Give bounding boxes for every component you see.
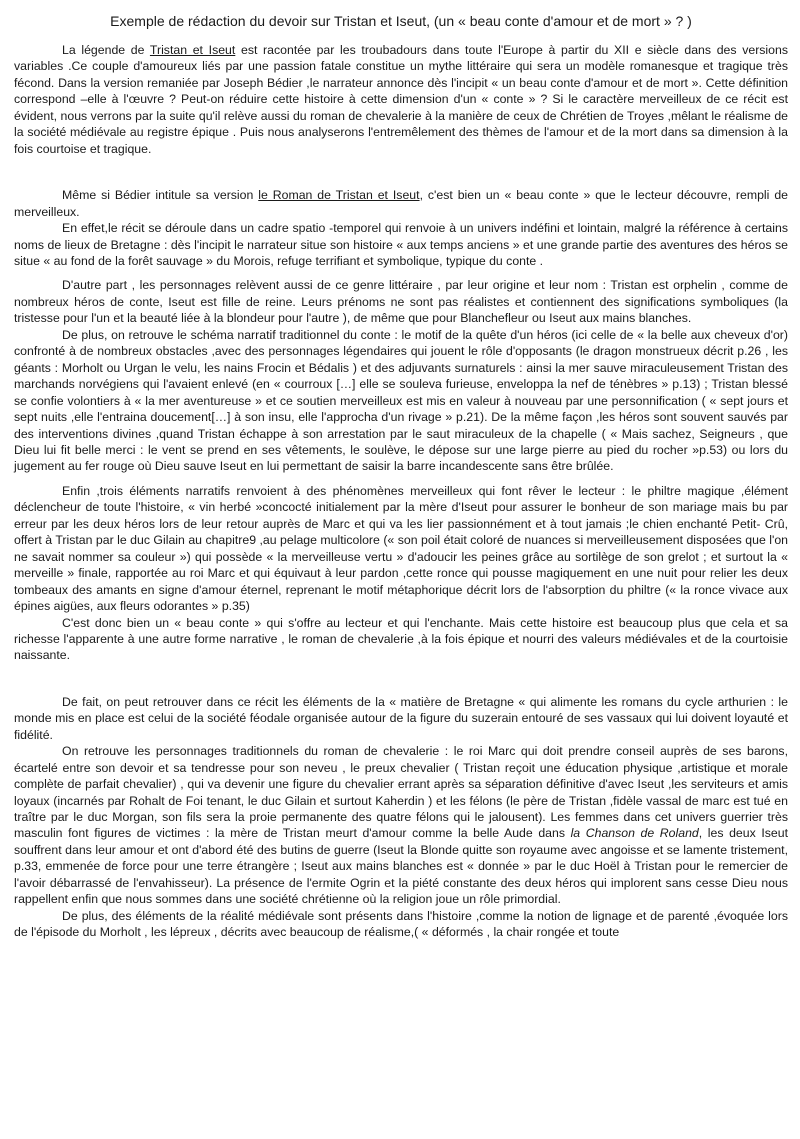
text-segment: On retrouve les personnages traditionnels du roman de chevalerie : le roi Marc qui doit prendre conseil auprès de ses barons, écartelé entre son devoir et sa tendresse pour son neveu , le preux chevalier ( Tristan reçoit une éducation physique ,artistique et morale complète de parfait chevalier) , qui va devenir une figure du chevalier errant après sa séparation définitive d'avec Iseut ,les serviteurs et amis loyaux (incarnés par Rohalt de Foi tenant, le duc Gilain et surtout Kaherdin ) et les félons (le père de Tristan ,fidèle vassal de marc est tué en traître par le duc Morgan, son fils sera la proie permanente des quatre félons qui le jalousent). Les femmes dans cet univers guerrier très masculin font figures de victimes : la mère de Tristan meurt d'amour comme la belle Aude dans [14,744,788,841]
paragraph-merveilleux [14,483,788,615]
text-segment: La légende de [62,43,150,57]
underlined-title: le Roman de Tristan et Iseut [258,188,420,203]
paragraph-cadre [14,220,788,269]
paragraph-matiere-bretagne [14,694,788,743]
paragraph-intro [14,42,788,157]
section-gap [14,157,788,187]
underlined-title: Tristan et Iseut [149,43,236,57]
paragraph-roman-chevalerie [14,743,788,908]
paragraph-personnages [14,277,788,326]
text-segment: C'est donc bien un « beau conte » qui s'offre au lecteur et qui l'enchante. Mais cette histoire est beaucoup plus que cela et sa richesse l'apparente à une autre forme narrative , le roman de chevalerie ,à la fois épique et nourri des valeurs médiévales et de la courtoisie naissante. [14,615,788,663]
text-segment: , les deux Iseut souffrent dans leur amour et ont d'abord été des butins de guerre (Iseut la Blonde quitte son royaume avec angoisse et se lamente tristement, p.33, emmenée de force pour une terre étrangère ; Iseut aux mains blanches est « donnée » par le duc Hoël à Tristan pour le remercier de l'avoir débarrassé de l'envahisseur). La présence de l'ermite Ogrin et la piété constante des deux héros qui implorent sans cesse Dieu nous rappellent enfin que nous sommes dans une société chrétienne où la religion joue un rôle primordial. [14,826,788,907]
text-segment: De plus, des éléments de la réalité médiévale sont présents dans l'histoire ,comme la notion de lignage et de parenté ,évoquée lors de l'épisode du Morholt , les lépreux , décrits avec beaucoup de réalisme,( « déformés , la chair rongée et toute [14,908,788,940]
text-segment: , c'est bien un « beau conte » que le lecteur découvre, rempli de merveilleux. [14,188,788,219]
text-segment: est racontée par les troubadours dans toute l'Europe à partir du XII e siècle dans des versions variables .Ce couple d'amoureux liés par une passion fatale constitue un mythe littéraire qui sera un modèle romanesque et tragique très fécond. Dans la version remaniée par Joseph Bédier ,le narrateur annonce dès l'incipit « un beau conte d'amour et de mort ». Cette définition correspond –elle à l'œuvre ? Peut-on réduire cette histoire à cette dimension d'un « conte » ? Si le caractère merveilleux de ce récit est évident, nous verrons par la suite qu'il relève aussi du roman de chevalerie à la manière de ceux de Chrétien de Troyes ,mêlant le réalisme de la société médiévale au registre épique . Puis nous analyserons l'entremêlement des thèmes de l'amour et de la mort dans sa dimension à la fois courtoise et tragique. [14,43,788,156]
paragraph-gap [14,269,788,277]
paragraph-schema-narratif [14,327,788,475]
page-title: Exemple de rédaction du devoir sur Tristan et Iseut, (un « beau conte d'amour et de mort » ? ) [110,13,692,29]
italic-title: la Chanson de Roland [570,826,699,841]
paragraph-realite-medievale [14,908,788,941]
text-segment: En effet,le récit se déroule dans un cadre spatio -temporel qui renvoie à un univers indéfini et lointain, malgré la référence à certains noms de lieux de Bretagne : dès l'incipit le narrateur situe son histoire « aux temps anciens » et une grande partie des aventures des héros se situe « au fond de la forêt sauvage » du Morois, refuge terrifiant et symbolique, typique du conte . [14,221,788,268]
text-segment: De plus, on retrouve le schéma narratif traditionnel du conte : le motif de la quête d'un héros (ici celle de « la belle aux cheveux d'or) confronté à de nombreux obstacles ,avec des personnages légendaires qui jouent le rôle d'opposants (le dragon monstrueux décrit p.26 , les géants : Morholt ou Urgan le velu, les nains Frocin et Bédalis ) et des adjuvants surnaturels : ainsi la mer sauve miraculeusement Tristan des marchands norvégiens qui l'avaient enlevé (en « courroux […] elle se souleva furieuse, enveloppa la nef de ténèbres » p.13) ; Tristan blessé se confie volontiers à « la mer aventureuse » et ce soutien merveilleux est mis en valeur à nouveau par une personnification ( « sept jours et sept nuits ,elle l'entraina doucement[…] à son insu, elle l'approcha d'un rivage » p.21). De la même façon ,les héros sont souvent sauvés par des interventions divines ,quand Tristan échappe à son arrestation par le saut miraculeux de la chapelle ( « Mais sachez, Seigneurs , que Dieu lui fit belle merci : le vent se prend en ses vêtements, le soulève, le dépose sur une large pierre au pied du rocher »p.53) ou lors du jugement au fer rouge où Dieu sauve Iseut en lui permettant de saisir la barre incandescente sans être brûlée. [14,327,788,474]
section-gap [14,664,788,694]
paragraph-conte-thesis [14,187,788,220]
paragraph-transition [14,615,788,664]
text-segment: D'autre part , les personnages relèvent aussi de ce genre littéraire , par leur origine et leur nom : Tristan est orphelin , comme de nombreux héros de conte, Iseut est fille de reine. Leurs prénoms ne sont pas réalistes et contiennent des significations symboliques (la tristesse pour l'un et la beauté liée à la blondeur pour l'autre ), de même que pour Blanchefleur ou Iseut aux mains blanches. [14,278,788,326]
text-segment: Même si Bédier intitule sa version [62,188,259,203]
text-segment: Enfin ,trois éléments narratifs renvoient à des phénomènes merveilleux qui font rêver le lecteur : le philtre magique ,élément déclencheur de toute l'histoire, « vin herbé »concocté initialement par la mère d'Iseut pour assurer le bonheur de son mariage mais bu par erreur par les deux héros lors de leur retour auprès de Marc et qui va les lier passionnément et à tout jamais ;le chien enchanté Petit- Crû, offert à Tristan par le duc Gilain au chapitre9 ,au pelage multicolore (« son poil était coloré de nuances si merveilleusement disposées que l'on ne savait nommer sa couleur ») qui possède « la merveilleuse vertu » d'adoucir les peines grâce au sortilège de son grelot ; et surtout la « merveille » finale, rapportée au roi Marc et qui équivaut à leur pardon ,cette ronce qui pousse magiquement en une nuit pour relier les deux tombeaux des amants en signe d'amour éternel, reprenant le motif métaphorique décrit lors de l'absorption du philtre (« la ronce vivace aux épines aigües, aux fleurs odorantes » p.35) [14,483,788,614]
paragraph-gap [14,475,788,483]
text-segment: De fait, on peut retrouver dans ce récit les éléments de la « matière de Bretagne « qui alimente les romans du cycle arthurien : le monde mis en place est celui de la société féodale organisée autour de la figure du suzerain entouré de ses vassaux qui lui doivent loyauté et fidélité. [14,694,788,742]
